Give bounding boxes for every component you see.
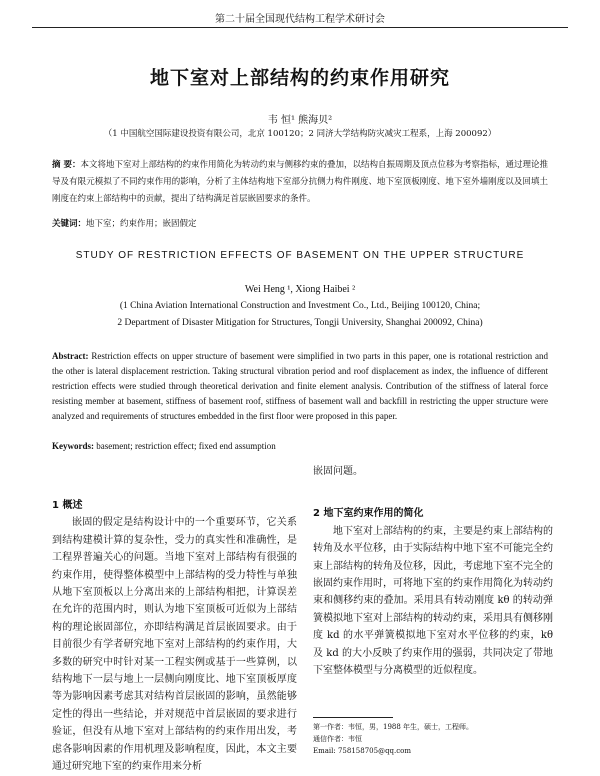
footnote-author: 第一作者：韦恒，男，1988 年生，硕士，工程师。 bbox=[313, 723, 474, 731]
header-rule bbox=[32, 27, 568, 28]
footnote bbox=[313, 721, 553, 757]
abstract-cn-label: 摘 要： bbox=[52, 160, 81, 170]
paper-title-en: STUDY OF RESTRICTION EFFECTS OF BASEMENT ON THE UPPER STRUCTURE bbox=[75, 250, 525, 261]
footnote-email: Email: 758158705@qq.com bbox=[313, 747, 412, 755]
section-2-body: 地下室对上部结构的约束，主要是约束上部结构的转角及水平位移，由于实际结构中地下室不可能完全约束上部结构的转角及位移，因此，考虑地下室不完全的嵌固约束作用时，可将地下室的约束作用简化为转动约束和侧移约束的叠加。采用具有转动刚度 kθ 的转动弹簧模拟地下室对上部结构的转动约束，采用具有侧移刚度 kd 的水平弹簧模拟地下室对水平位移的约束，kθ 及 kd 的大小反映了约束作用的强弱，共同决定了带地下室整体模型与分离模型的近似程度。 bbox=[313, 525, 553, 677]
conference-header: 第二十届全国现代结构工程学术研讨会 bbox=[215, 14, 385, 25]
section-1-body: 嵌固的假定是结构设计中的一个重要环节，它关系到结构建模计算的复杂性，受力的真实性和准确性，是工程界普遍关心的问题。当地下室对上部结构有很强的约束作用，使得整体模型中上部结构的受力特性与单独从地下室顶板以上分离出来的上部结构相把，计算误差在允许的范围内时，则认为地下室顶板可近似为上部结构的理论嵌固部位，亦即结构满足首层嵌固要求。由于目前很少有学者研究地下室对上部结构的约束作用，大多数的研究中时针对某一工程实例或基于一些算例，以结构地下一层与地上一层侧向刚度比、地下室顶板厚度等为影响因素考虑其对结构首层嵌固的影响，虽然能够定性的得出一些结论，并对规范中首层嵌固的要求进行验证，但没有从地下室对上部结构的约束作用出发，考虑各影响因素的作用机理及影响程度，因此，本文主要通过研究地下室的约束作用来分析 bbox=[52, 517, 297, 773]
footnote-rule bbox=[313, 717, 393, 718]
affiliation-en-1: (1 China Aviation International Construction and Investment Co., Ltd., Beijing 100120, China; bbox=[119, 301, 481, 311]
section-1-continuation: 嵌固问题。 bbox=[313, 466, 363, 477]
keywords-en-label: Keywords: bbox=[52, 441, 94, 451]
section-2-heading: 2 地下室约束作用的简化 bbox=[313, 508, 424, 520]
abstract-cn bbox=[52, 157, 548, 208]
affiliation-en-2: 2 Department of Disaster Mitigation for Structures, Tongji University, Shanghai 200092, China) bbox=[117, 318, 483, 328]
abstract-en-text: Restriction effects on upper structure of basement were simplified in two parts in this paper, one is rotational restriction and the other is lateral displacement restriction. Taking structural vibration period and roof displacement as index, the influence of different restriction effects were studied through theoretical derivation and finite element analysis. Contribution of the stiffness of lateral force resisting member at basement, stiffness of basement roof, stiffness of basement wall and backfill in restricting the upper structure were analyzed and requirements of structures embedded in the first floor were proposed in this paper. bbox=[52, 351, 549, 421]
keywords-en-text: basement; restriction effect; fixed end assumption bbox=[96, 441, 276, 451]
left-column bbox=[52, 497, 297, 776]
section-1-heading: 1 概述 bbox=[52, 500, 83, 511]
keywords-en bbox=[52, 441, 548, 451]
right-column bbox=[313, 463, 553, 679]
abstract-en bbox=[52, 349, 548, 424]
authors-cn: 韦 恒¹ 熊海贝² bbox=[267, 115, 333, 126]
keywords-cn-label: 关键词： bbox=[52, 219, 87, 229]
abstract-cn-text: 本文将地下室对上部结构的约束作用简化为转动约束与侧移约束的叠加，以结构自振周期及顶点位移为考察指标，通过理论推导及有限元模拟了不同约束作用的影响，分析了主体结构地下室部分抗侧力构件刚度、地下室顶板刚度、地下室外墙刚度以及回填土刚度在约束上部结构中的贡献，提出了结构满足首层嵌固要求的条件。 bbox=[52, 160, 548, 204]
authors-en: Wei Heng ¹, Xiong Haibei ² bbox=[244, 284, 356, 295]
affiliation-cn: （1 中国航空国际建设投资有限公司，北京 100120；2 同济大学结构防灾减灾工程系，上海 200092） bbox=[103, 129, 497, 139]
keywords-cn bbox=[52, 217, 548, 229]
abstract-en-label: Abstract: bbox=[52, 351, 89, 361]
footnote-contact: 通信作者：韦恒 bbox=[313, 735, 362, 743]
keywords-cn-text: 地下室；约束作用；嵌固假定 bbox=[86, 219, 197, 229]
paper-title-cn: 地下室对上部结构的约束作用研究 bbox=[149, 67, 450, 89]
